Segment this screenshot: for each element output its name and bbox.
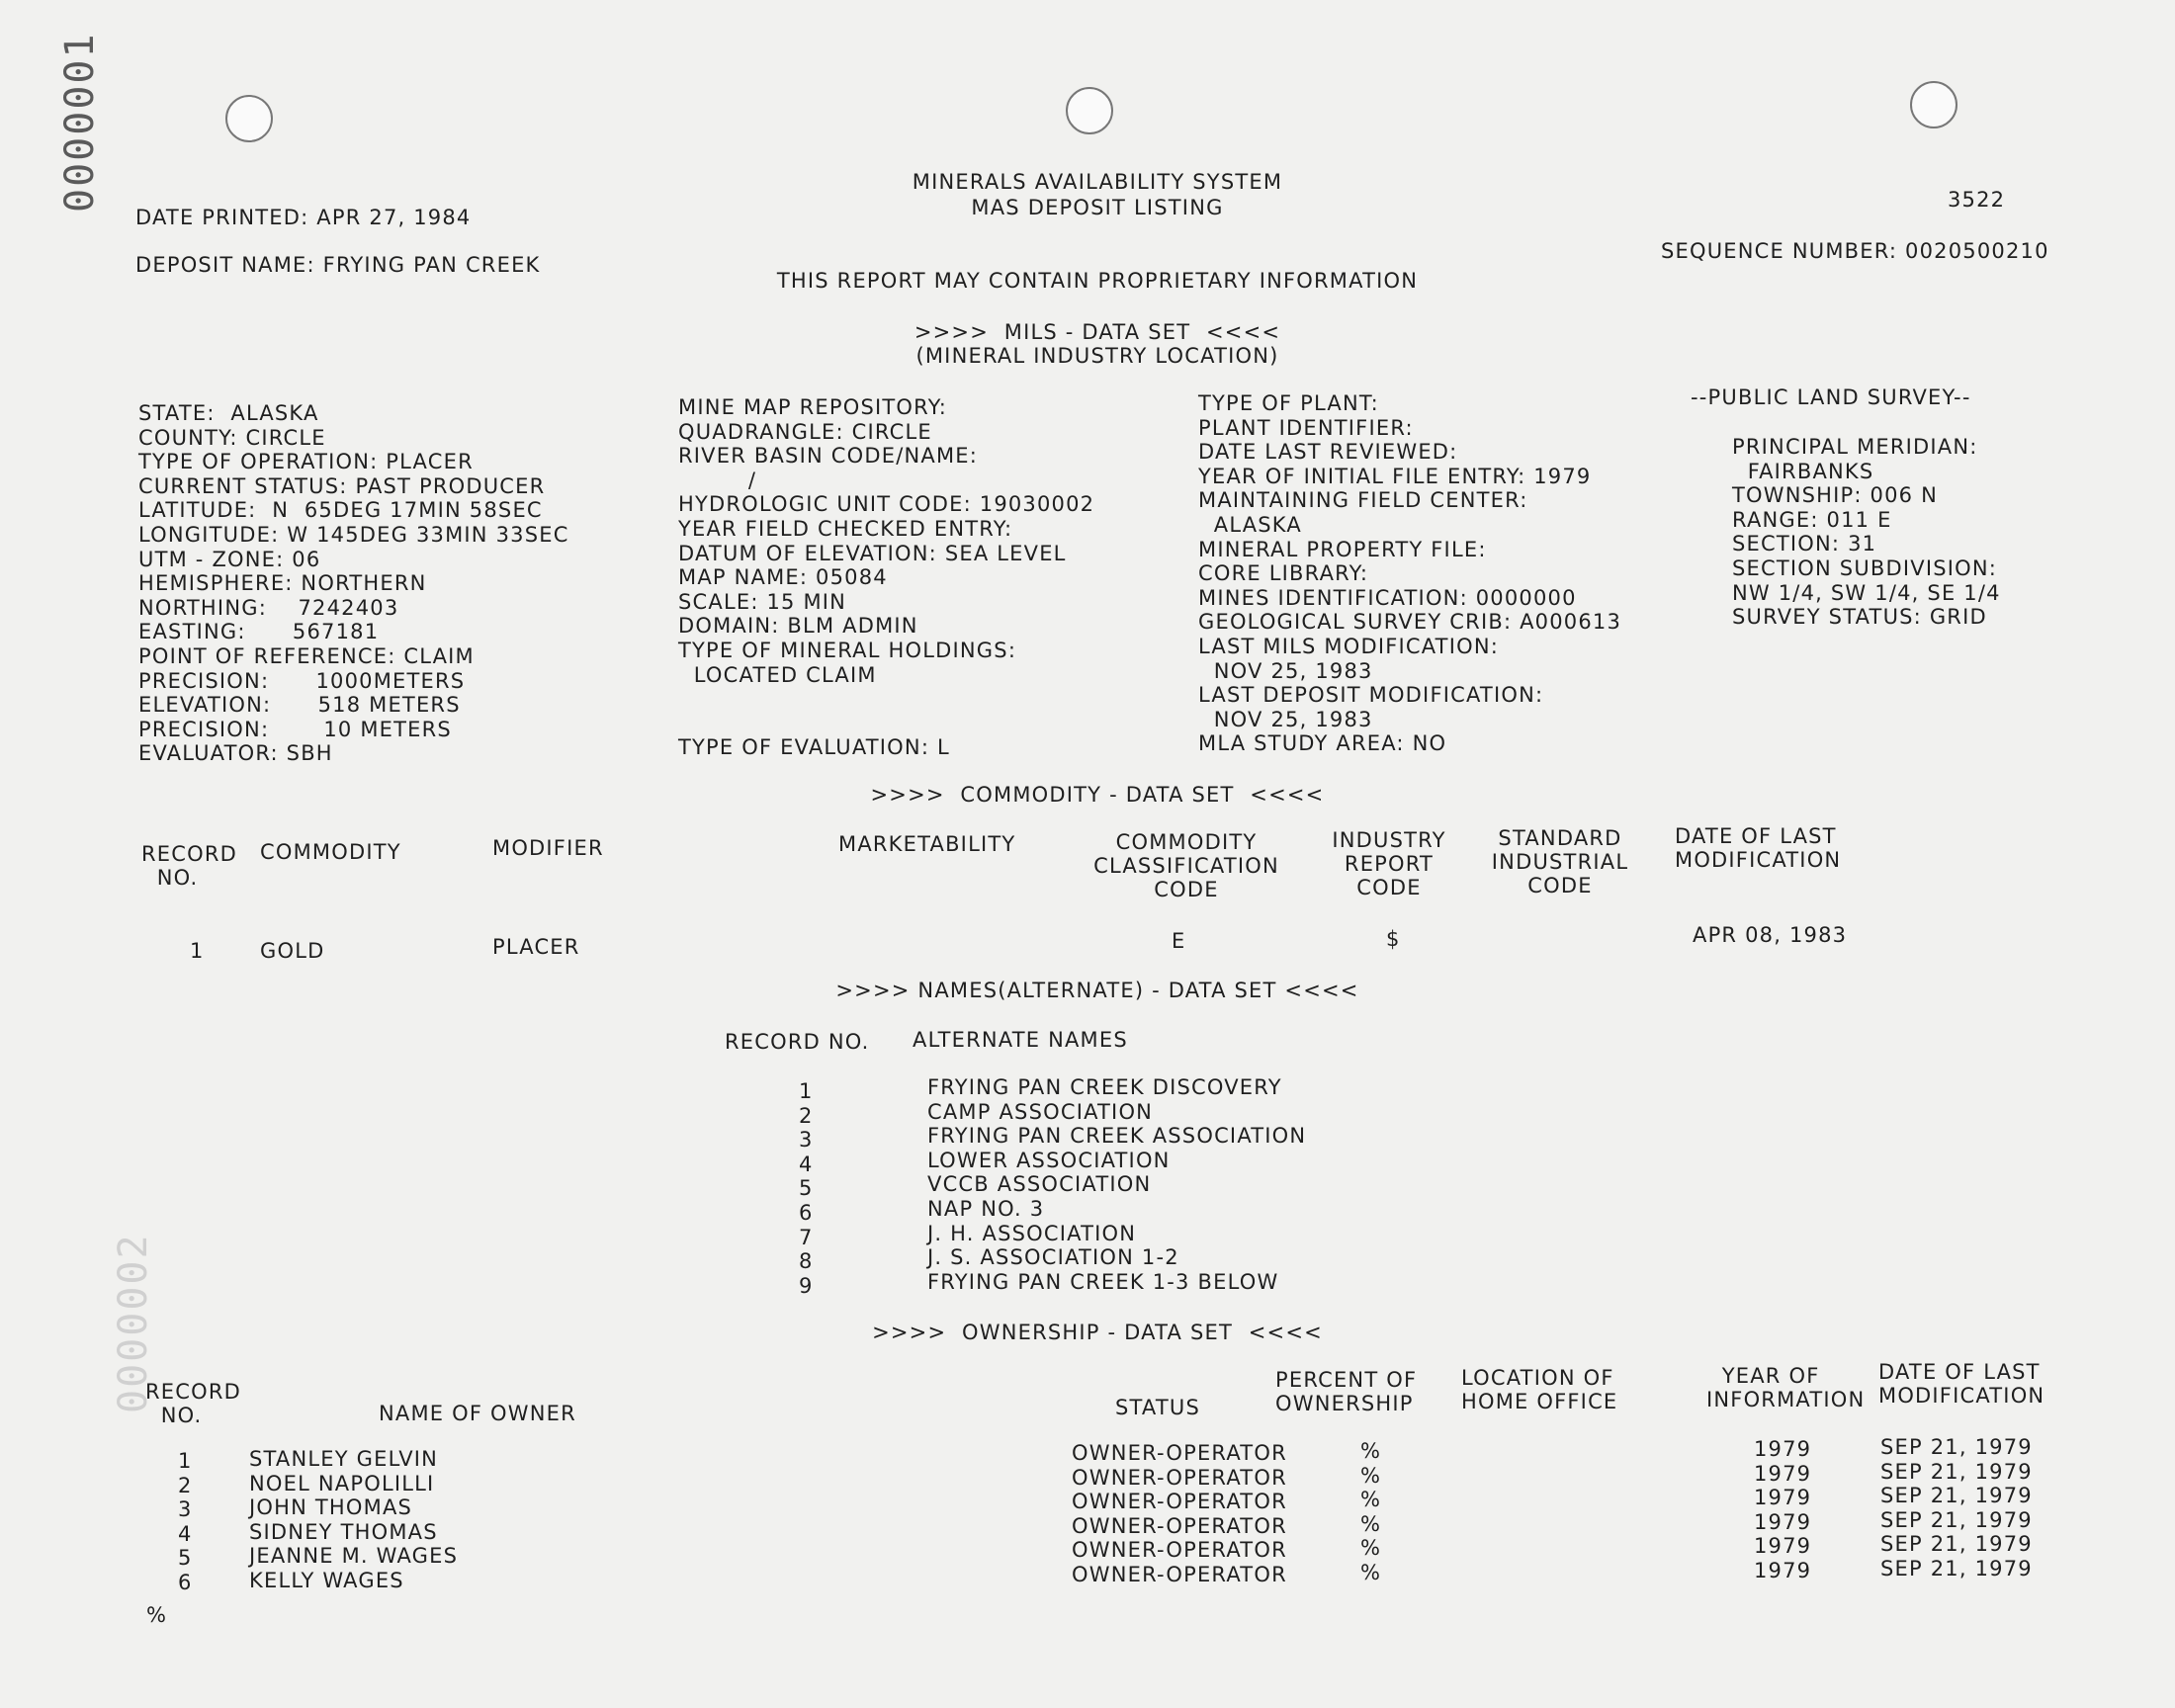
ownership-footer: % [146,1603,168,1627]
names-title: >>>> NAMES(ALTERNATE) - DATA SET <<<< [835,979,1359,1002]
commodity-header-industry: INDUSTRY REPORT CODE [1332,828,1446,899]
owner-record-no: 3 [178,1497,193,1521]
mils-field: TYPE OF PLANT: [1198,391,1379,415]
mils-field: ELEVATION: 518 METERS [138,693,461,717]
mils-field: EASTING: 567181 [138,620,380,643]
alternate-name-record-no: 7 [799,1226,814,1249]
owner-name: NOEL NAPOLILLI [249,1472,435,1495]
owner-status: OWNER-OPERATOR [1072,1441,1287,1465]
ownership-header-record: RECORD NO. [145,1380,242,1427]
binder-hole-center [1066,87,1113,134]
mils-field: EVALUATOR: SBH [138,741,333,765]
owner-date: SEP 21, 1979 [1880,1460,2033,1484]
ownership-header-location: LOCATION OF HOME OFFICE [1461,1366,1618,1413]
binder-hole-right [1910,81,1958,128]
owner-status: OWNER-OPERATOR [1072,1563,1287,1586]
owner-year: 1979 [1754,1486,1812,1509]
page-stamp: 0000001 [57,32,103,213]
mils-field: CURRENT STATUS: PAST PRODUCER [138,474,546,498]
owner-name: JOHN THOMAS [249,1495,413,1519]
commodity-title: >>>> COMMODITY - DATA SET <<<< [870,783,1325,807]
mils-field: MLA STUDY AREA: NO [1198,731,1447,755]
binder-hole-left [225,95,273,142]
mils-field: CORE LIBRARY: [1198,561,1369,585]
commodity-row-date: APR 08, 1983 [1693,923,1848,947]
proprietary-notice: THIS REPORT MAY CONTAIN PROPRIETARY INFORMATION [776,269,1419,293]
owner-percent: % [1360,1512,1382,1536]
mils-field: SECTION SUBDIVISION: [1732,556,1998,580]
public-land-survey-title: --PUBLIC LAND SURVEY-- [1691,385,1971,409]
mils-field: MAINTAINING FIELD CENTER: [1198,488,1528,512]
mils-field: STATE: ALASKA [138,401,319,425]
owner-date: SEP 21, 1979 [1880,1435,2033,1459]
commodity-header-record: RECORD NO. [141,842,238,890]
mils-field: HEMISPHERE: NORTHERN [138,571,427,595]
mils-field: PRINCIPAL MERIDIAN: [1732,435,1978,459]
date-printed: DATE PRINTED: APR 27, 1984 [135,206,472,229]
mils-field: LAST DEPOSIT MODIFICATION: [1198,683,1544,707]
owner-year: 1979 [1754,1559,1812,1582]
owner-year: 1979 [1754,1462,1812,1486]
ownership-title: >>>> OWNERSHIP - DATA SET <<<< [872,1321,1323,1344]
owner-record-no: 2 [178,1474,193,1497]
alternate-name: VCCB ASSOCIATION [927,1172,1152,1196]
mils-field: FAIRBANKS [1732,460,1874,483]
mils-field: NOV 25, 1983 [1198,659,1373,683]
owner-record-no: 4 [178,1522,193,1546]
mils-field: DATE LAST REVIEWED: [1198,440,1458,464]
ownership-header-percent: PERCENT OF OWNERSHIP [1275,1368,1418,1415]
mils-field: MINERAL PROPERTY FILE: [1198,538,1487,561]
mils-field: HYDROLOGIC UNIT CODE: 19030002 [678,492,1095,516]
listing-title: MAS DEPOSIT LISTING [971,196,1224,219]
owner-percent: % [1360,1488,1382,1511]
mils-field: / [678,469,757,492]
mils-field: NORTHING: 7242403 [138,596,399,620]
mils-field: LAST MILS MODIFICATION: [1198,635,1500,658]
mils-field: TOWNSHIP: 006 N [1732,483,1939,507]
mils-field: RIVER BASIN CODE/NAME: [678,444,979,468]
commodity-row-commodity: GOLD [260,939,325,963]
commodity-header-modifier: MODIFIER [492,836,604,860]
alternate-name-record-no: 3 [799,1128,814,1152]
commodity-header-standard: STANDARD INDUSTRIAL CODE [1491,826,1629,897]
mils-field: YEAR OF INITIAL FILE ENTRY: 1979 [1198,465,1592,488]
alternate-name: CAMP ASSOCIATION [927,1100,1154,1124]
owner-status: OWNER-OPERATOR [1072,1490,1287,1513]
owner-year: 1979 [1754,1437,1812,1461]
mils-field: SURVEY STATUS: GRID [1732,605,1987,629]
alternate-name-record-no: 2 [799,1104,814,1128]
ownership-header-year: YEAR OF INFORMATION [1706,1364,1866,1411]
mils-field: DOMAIN: BLM ADMIN [678,614,918,638]
owner-status: OWNER-OPERATOR [1072,1466,1287,1490]
alternate-name: LOWER ASSOCIATION [927,1149,1171,1172]
commodity-header-classification: COMMODITY CLASSIFICATION CODE [1093,830,1279,901]
faint-page-stamp: 0000002 [111,1233,156,1413]
mils-field: SCALE: 15 MIN [678,590,847,614]
mils-field: TYPE OF EVALUATION: L [678,735,950,759]
system-title: MINERALS AVAILABILITY SYSTEM [912,170,1283,194]
owner-record-no: 1 [178,1449,193,1473]
ownership-header-status: STATUS [1115,1396,1200,1419]
commodity-row-industry: $ [1386,927,1401,951]
owner-record-no: 5 [178,1546,193,1570]
mils-field: GEOLOGICAL SURVEY CRIB: A000613 [1198,610,1622,634]
owner-name: SIDNEY THOMAS [249,1520,438,1544]
mils-field: MINES IDENTIFICATION: 0000000 [1198,586,1577,610]
owner-name: KELLY WAGES [249,1569,404,1592]
commodity-row-modifier: PLACER [492,935,580,959]
owner-percent: % [1360,1439,1382,1463]
ownership-header-name: NAME OF OWNER [379,1402,576,1425]
mils-field: LATITUDE: N 65DEG 17MIN 58SEC [138,498,543,522]
mils-field: MAP NAME: 05084 [678,565,888,589]
owner-date: SEP 21, 1979 [1880,1484,2033,1507]
commodity-row-classification: E [1172,929,1186,953]
deposit-name: DEPOSIT NAME: FRYING PAN CREEK [135,253,541,277]
mils-field: PRECISION: 1000METERS [138,669,466,693]
mils-field: TYPE OF MINERAL HOLDINGS: [678,639,1017,662]
owner-percent: % [1360,1561,1382,1584]
mils-field: SECTION: 31 [1732,532,1877,555]
commodity-header-date: DATE OF LAST MODIFICATION [1675,824,1842,872]
alternate-name: FRYING PAN CREEK 1-3 BELOW [927,1270,1279,1294]
commodity-header-marketability: MARKETABILITY [838,832,1016,856]
mils-field: COUNTY: CIRCLE [138,426,326,450]
alternate-name-record-no: 5 [799,1176,814,1200]
alternate-name: NAP NO. 3 [927,1197,1045,1221]
mils-field: PLANT IDENTIFIER: [1198,416,1414,440]
page-number: 3522 [1948,188,2006,212]
alternate-name-record-no: 6 [799,1201,814,1225]
owner-name: STANLEY GELVIN [249,1447,439,1471]
mils-field: NOV 25, 1983 [1198,708,1373,731]
alternate-name-record-no: 4 [799,1153,814,1176]
alternate-name: J. H. ASSOCIATION [927,1222,1137,1245]
alternate-name-record-no: 1 [799,1079,814,1103]
alternate-name: FRYING PAN CREEK DISCOVERY [927,1075,1282,1099]
mils-title: >>>> MILS - DATA SET <<<< [914,320,1281,344]
owner-year: 1979 [1754,1534,1812,1558]
mils-field: LOCATED CLAIM [678,663,877,687]
ownership-header-date: DATE OF LAST MODIFICATION [1878,1360,2045,1408]
alternate-name-record-no: 8 [799,1249,814,1273]
owner-record-no: 6 [178,1571,193,1594]
mils-field: ALASKA [1198,513,1302,537]
mils-field: POINT OF REFERENCE: CLAIM [138,644,475,668]
owner-percent: % [1360,1464,1382,1488]
mils-field: TYPE OF OPERATION: PLACER [138,450,474,473]
mils-field: NW 1/4, SW 1/4, SE 1/4 [1732,581,2001,605]
commodity-row-record: 1 [190,939,205,963]
mils-field: UTM - ZONE: 06 [138,548,321,571]
names-header-names: ALTERNATE NAMES [913,1028,1128,1052]
alternate-name-record-no: 9 [799,1274,814,1298]
mils-field: QUADRANGLE: CIRCLE [678,420,932,444]
commodity-header-commodity: COMMODITY [260,840,401,864]
mils-field: RANGE: 011 E [1732,508,1892,532]
names-header-record: RECORD NO. [725,1030,870,1054]
mils-field: YEAR FIELD CHECKED ENTRY: [678,517,1013,541]
mils-field: LONGITUDE: W 145DEG 33MIN 33SEC [138,523,569,547]
owner-year: 1979 [1754,1510,1812,1534]
sequence-number: SEQUENCE NUMBER: 0020500210 [1661,239,2049,263]
owner-date: SEP 21, 1979 [1880,1557,2033,1580]
owner-percent: % [1360,1536,1382,1560]
owner-status: OWNER-OPERATOR [1072,1514,1287,1538]
mils-field: MINE MAP REPOSITORY: [678,395,948,419]
owner-date: SEP 21, 1979 [1880,1508,2033,1532]
alternate-name: J. S. ASSOCIATION 1-2 [927,1245,1179,1269]
mils-field: PRECISION: 10 METERS [138,718,452,741]
owner-name: JEANNE M. WAGES [249,1544,459,1568]
alternate-name: FRYING PAN CREEK ASSOCIATION [927,1124,1307,1148]
owner-date: SEP 21, 1979 [1880,1532,2033,1556]
mils-field: DATUM OF ELEVATION: SEA LEVEL [678,542,1067,565]
mils-subtitle: (MINERAL INDUSTRY LOCATION) [915,344,1279,368]
owner-status: OWNER-OPERATOR [1072,1538,1287,1562]
